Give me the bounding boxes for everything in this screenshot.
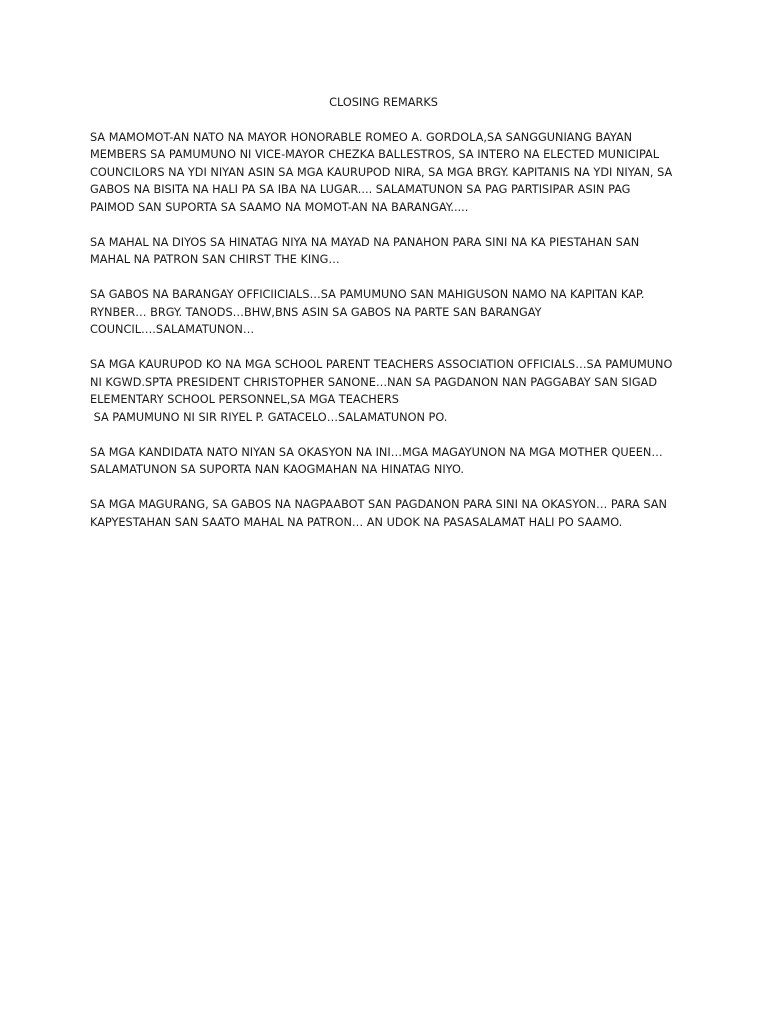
paragraph-2 [90, 234, 677, 269]
paragraph-3 [90, 286, 677, 339]
paragraph-line: SA MAMOMOT-AN NATO NA MAYOR HONORABLE ROMEO A. GORDOLA,SA SANGGUNIANG BAYAN MEMBERS SA PAMUMUNO NI VICE-MAYOR CHEZKA BALLESTROS, SA INTERO NA ELECTED MUNICIPAL COUNCILORS NA YDI NIYAN ASIN SA MGA KAURUPOD NIRA, SA MGA BRGY. KAPITANIS NA YDI NIYAN, SA GABOS NA BISITA NA HALI PA SA IBA NA LUGAR.... SALAMATUNON SA PAG PARTISIPAR ASIN PAG PAIMOD SAN SUPORTA SA SAAMO NA MOMOT-AN NA BARANGAY..... [90, 130, 673, 214]
paragraph-4 [90, 356, 677, 426]
paragraph-line: SA MGA KANDIDATA NATO NIYAN SA OKASYON NA INI…MGA MAGAYUNON NA MGA MOTHER QUEEN… SALAMATUNON SA SUPORTA NAN KAOGMAHAN NA HINATAG NIYO. [90, 445, 663, 476]
document-title: CLOSING REMARKS [329, 96, 438, 109]
paragraph-line: SA PAMUMUNO NI SIR RIYEL P. GATACELO…SALAMATUNON PO. [90, 410, 448, 424]
paragraph-line: SA MGA KAURUPOD KO NA MGA SCHOOL PARENT TEACHERS ASSOCIATION OFFICIALS…SA PAMUMUNO NI KGWD.SPTA PRESIDENT CHRISTOPHER SANONE…NAN SA PAGDANON NAN PAGGABAY SAN SIGAD ELEMENTARY SCHOOL PERSONNEL,SA MGA TEACHERS [90, 358, 673, 406]
paragraph-6 [90, 496, 677, 531]
paragraph-line: SA MAHAL NA DIYOS SA HINATAG NIYA NA MAYAD NA PANAHON PARA SINI NA KA PIESTAHAN SAN MAHAL NA PATRON SAN CHIRST THE KING… [90, 235, 640, 266]
paragraph-5 [90, 444, 677, 479]
document-body [90, 94, 677, 549]
paragraph-line: SA MGA MAGURANG, SA GABOS NA NAGPAABOT SAN PAGDANON PARA SINI NA OKASYON… PARA SAN KAPYESTAHAN SAN SAATO MAHAL NA PATRON… AN UDOK NA PASASALAMAT HALI PO SAAMO. [90, 498, 667, 529]
paragraph-1 [90, 129, 677, 217]
paragraph-line: SA GABOS NA BARANGAY OFFICIICIALS…SA PAMUMUNO SAN MAHIGUSON NAMO NA KAPITAN KAP. RYNBER… BRGY. TANODS…BHW,BNS ASIN SA GABOS NA PARTE SAN BARANGAY COUNCIL….SALAMATUNON… [90, 288, 645, 336]
